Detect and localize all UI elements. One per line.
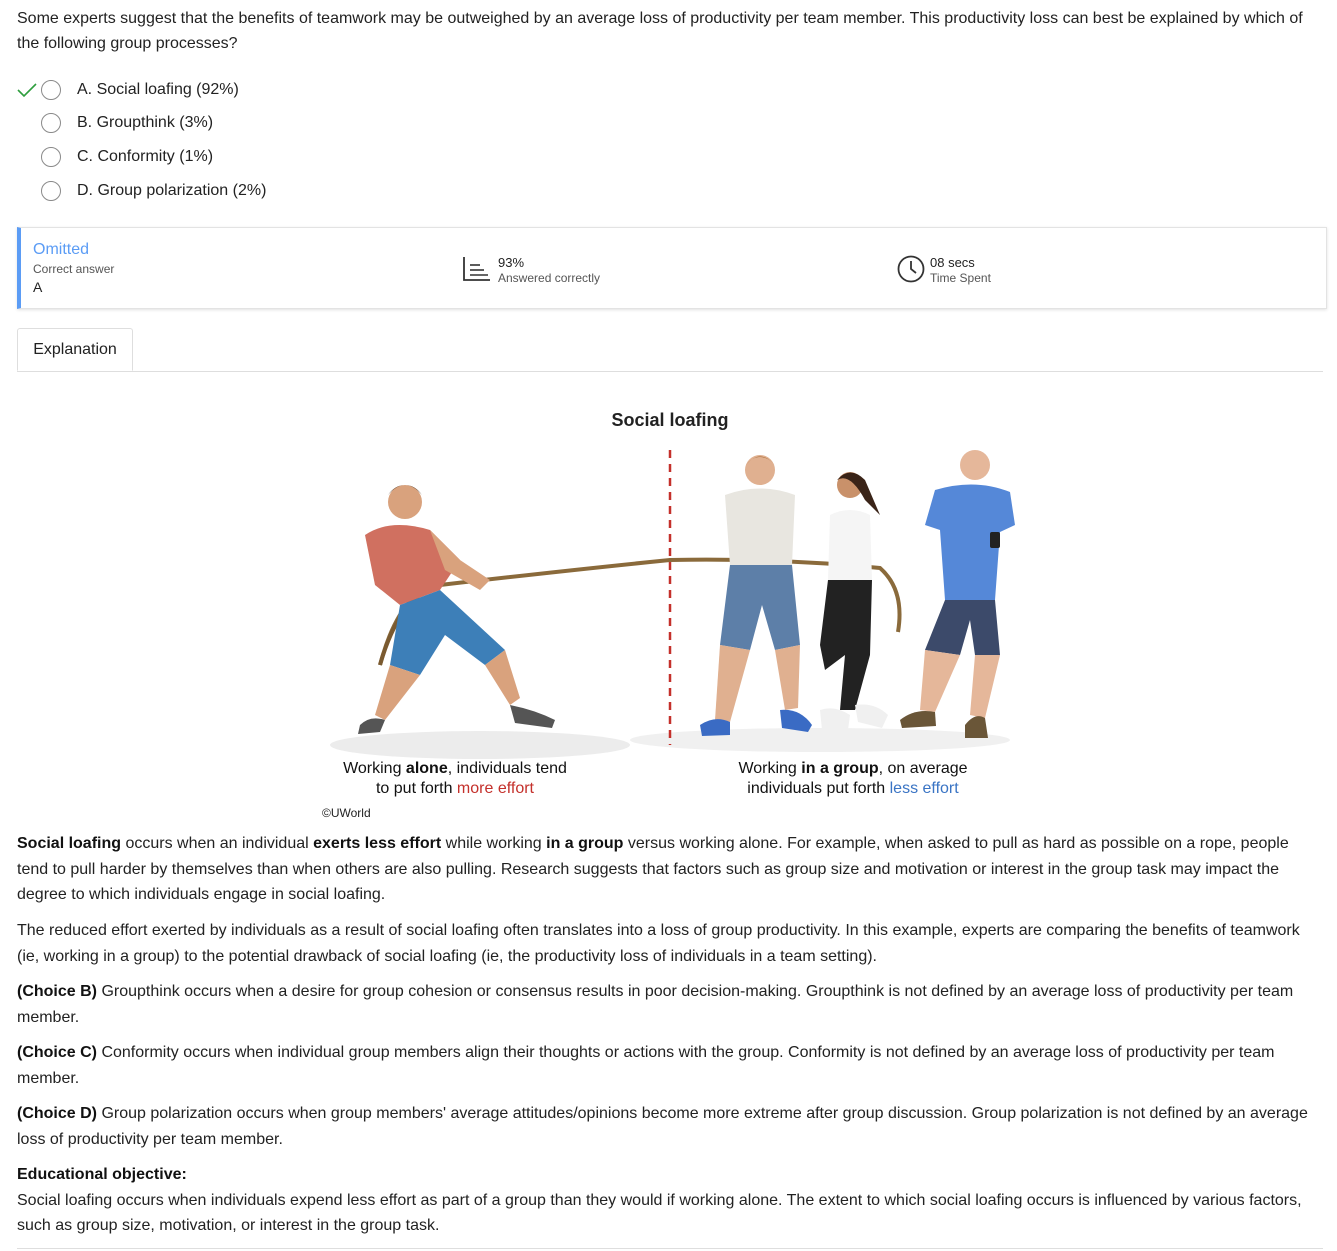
left-caption: Working alone, individuals tend to put forth more effort bbox=[343, 760, 567, 797]
more-effort-highlight: more effort bbox=[456, 780, 534, 797]
tab-explanation[interactable]: Explanation bbox=[17, 328, 133, 371]
choice-label: D. Group polarization (2%) bbox=[77, 182, 267, 199]
figure-title: Social loafing bbox=[611, 410, 729, 430]
radio-button[interactable] bbox=[41, 181, 61, 201]
correct-answer-value: A bbox=[33, 279, 43, 295]
time-label: Time Spent bbox=[930, 271, 991, 285]
lone-person bbox=[358, 485, 555, 734]
choice-label: B. Groupthink (3%) bbox=[77, 114, 214, 131]
status-label: Omitted bbox=[33, 241, 90, 258]
less-effort-highlight: less effort bbox=[889, 780, 959, 797]
radio-button[interactable] bbox=[41, 80, 61, 100]
check-icon bbox=[17, 80, 37, 100]
radio-button[interactable] bbox=[41, 147, 61, 167]
clock-icon bbox=[897, 255, 925, 283]
results-panel bbox=[17, 227, 1327, 309]
percent-value: 93% bbox=[498, 255, 525, 270]
choice-label: C. Conformity (1%) bbox=[77, 148, 214, 165]
bar-chart-icon bbox=[462, 256, 492, 282]
explanation-paragraph-1: Social loafing occurs when an individual exerts less effort while working in a group versus working alone. For example, when asked to pull as hard as possible on a rope, people tend to pull harder by themselves than when others are also pulling. Research suggests that factors such as group size and motivation or interest in the group task may impact the degree to which individuals engage in social loafing. bbox=[17, 835, 1289, 903]
choice-b-explanation: (Choice B) Groupthink occurs when a desire for group cohesion or consensus results in poor decision-making. Groupthink is not defined by an average loss of productivity per team member. bbox=[17, 983, 1294, 1026]
tab-bar bbox=[17, 328, 1323, 372]
objective-text: Social loafing occurs when individuals expend less effort as part of a group than they would if working alone. The extent to which social loafing occurs is influenced by various factors, such as group size, motivation, or interest in the group task. bbox=[17, 1191, 1302, 1234]
copyright: ©UWorld bbox=[322, 806, 371, 820]
percent-label: Answered correctly bbox=[498, 271, 601, 285]
divider bbox=[17, 1248, 1323, 1249]
group-of-people bbox=[700, 450, 1015, 738]
educational-objective bbox=[17, 1162, 1323, 1239]
radio-button[interactable] bbox=[41, 113, 61, 133]
question-text: Some experts suggest that the benefits of teamwork may be outweighed by an average loss of productivity per team member. This productivity loss can best be explained by which of the following group processes? bbox=[17, 10, 1303, 52]
right-caption: Working in a group, on average individuals put forth less effort bbox=[738, 760, 968, 797]
choice-label: A. Social loafing (92%) bbox=[77, 81, 239, 98]
correct-answer-label: Correct answer bbox=[33, 262, 115, 276]
choice-c-explanation: (Choice C) Conformity occurs when individual group members align their thoughts or actions with the group. Conformity is not defined by an average loss of productivity per team member. bbox=[17, 1044, 1275, 1087]
objective-title: Educational objective: bbox=[17, 1166, 187, 1183]
tug-of-war-illustration bbox=[320, 440, 1020, 770]
choice-d-explanation: (Choice D) Group polarization occurs when group members' average attitudes/opinions become more extreme after group discussion. Group polarization is not defined by an average loss of productivity per team member. bbox=[17, 1105, 1308, 1148]
time-value: 08 secs bbox=[930, 255, 975, 270]
explanation-paragraph-2: The reduced effort exerted by individuals as a result of social loafing often translates into a loss of group productivity. In this example, experts are comparing the benefits of teamwork (ie, working in a group) to the potential drawback of social loafing (ie, the productivity loss of individuals in a team setting). bbox=[17, 922, 1300, 965]
